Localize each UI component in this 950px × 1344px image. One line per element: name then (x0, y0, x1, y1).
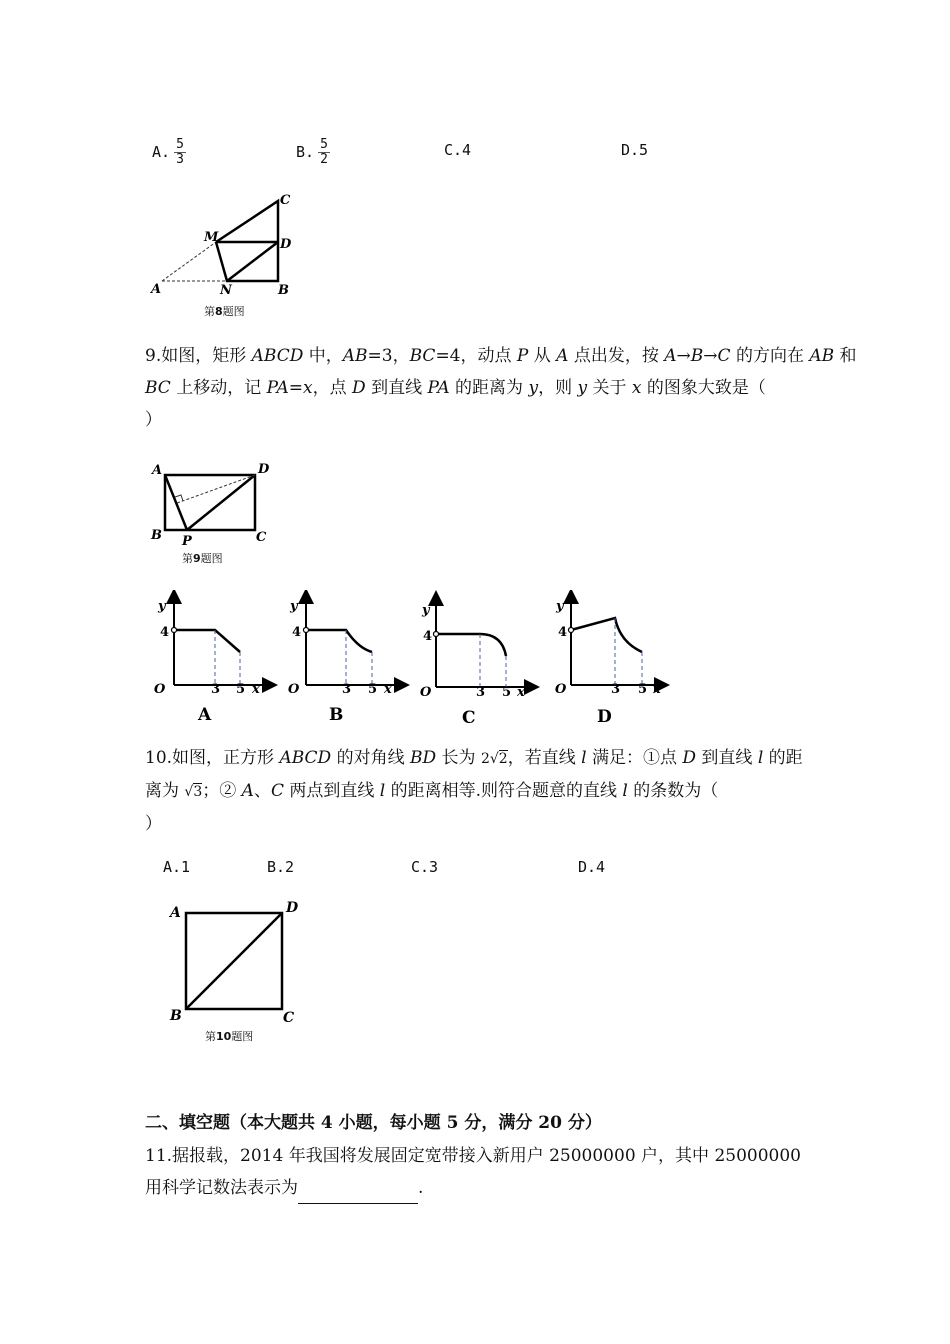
q9-gb-label: B (329, 705, 344, 725)
q9-text (145, 340, 857, 436)
answer-blank[interactable] (298, 1185, 418, 1204)
q10-option-c: C.3 (411, 858, 439, 876)
q10-caption: 第10题图 (205, 1030, 254, 1043)
q9-figure (145, 455, 285, 550)
q10-option-b: B.2 (267, 858, 295, 876)
q10-option-a: A.1 (163, 858, 191, 876)
q9-gd-o: O (555, 682, 567, 697)
q11-line-1: 11.据报载，2014 年我国将发展固定宽带接入新用户 25000000 户，其中 25000000 (145, 1146, 801, 1166)
q8-option-b: B. $\frac{5}{2}$ (296, 137, 328, 167)
q9-label-p: P (182, 534, 192, 549)
q9-gb-x: x (384, 682, 392, 697)
q9-gd-5: 5 (638, 682, 648, 697)
q9-graph-d (555, 596, 662, 727)
q9-gb-4: 4 (292, 625, 302, 640)
q10-label-a: A (170, 905, 181, 921)
q8-option-a: A. $\frac{5}{3}$ (152, 137, 184, 167)
q9-gc-y: y (422, 603, 430, 618)
q9-line-1: 9.如图，矩形 ABCD 中，AB=3，BC=4，动点 P 从 A 点出发，按 A→B→C 的方向在 AB 和 (145, 346, 857, 366)
q9-graph-b (288, 596, 402, 725)
q10-line-2: 离为 √3；② A、C 两点到直线 l 的距离相等.则符合题意的直线 l 的条数为（ (145, 781, 719, 801)
q9-gc-4: 4 (423, 629, 433, 644)
q10-label-b: B (170, 1008, 182, 1024)
q9-gc-x: x (517, 685, 525, 700)
q9-gd-y: y (556, 599, 564, 614)
q10-label-d: D (286, 900, 299, 916)
q9-ga-4: 4 (160, 625, 170, 640)
q9-caption: 第9题图 (182, 552, 223, 565)
q9-gb-y: y (290, 599, 298, 614)
q9-label-c: C (256, 530, 267, 545)
q8-label-b: B (278, 283, 289, 298)
q9-label-d: D (258, 462, 270, 477)
q8-caption: 第8题图 (204, 305, 245, 318)
q10-label-c: C (283, 1010, 295, 1026)
q9-gc-3: 3 (476, 685, 486, 700)
q9-gd-4: 4 (558, 625, 568, 640)
q9-gd-3: 3 (611, 682, 621, 697)
q10-text (145, 742, 815, 840)
q8-label-n: N (220, 283, 232, 298)
q9-gc-o: O (420, 685, 432, 700)
q8-label-m: M (204, 230, 219, 245)
q8-figure (140, 185, 320, 300)
q9-gd-label: D (597, 707, 612, 727)
q8-label-a: A (151, 282, 162, 297)
q9-gc-5: 5 (502, 685, 512, 700)
q10-root-2: 2√2 (480, 751, 508, 767)
q9-ga-x: x (252, 682, 260, 697)
q9-ga-label: A (198, 705, 212, 725)
q11-text (145, 1140, 815, 1204)
q9-graph-c (420, 598, 532, 728)
section-title: 二、填空题（本大题共 4 小题，每小题 5 分，满分 20 分） (145, 1113, 602, 1133)
q8-option-c: C.4 (444, 141, 472, 159)
q9-label-b: B (151, 528, 162, 543)
q10-line-3: ） (145, 814, 162, 834)
q9-gb-o: O (288, 682, 300, 697)
q10-option-d: D.4 (578, 858, 606, 876)
q10-line-1: 10.如图，正方形 ABCD 的对角线 BD 长为 2√2，若直线 l 满足：①点 D 到直线 l 的距 (145, 748, 803, 768)
q8-option-d: D.5 (621, 141, 649, 159)
q9-ga-5: 5 (236, 682, 246, 697)
q9-gd-x: x (653, 682, 661, 697)
q9-line-2: BC 上移动，记 PA=x，点 D 到直线 PA 的距离为 y，则 y 关于 x 的图象大致是（ (145, 378, 766, 398)
q9-ga-o: O (154, 682, 166, 697)
q9-gb-5: 5 (368, 682, 378, 697)
q9-ga-3: 3 (211, 682, 221, 697)
q10-root-3: √3 (184, 784, 203, 800)
q9-graph-a (154, 596, 270, 725)
q9-label-a: A (152, 463, 163, 478)
q10-figure (160, 895, 310, 1030)
q9-line-3: ） (145, 410, 162, 430)
q9-graphs (140, 590, 680, 735)
q9-gb-3: 3 (342, 682, 352, 697)
q11-line-2: 用科学记数法表示为 . (145, 1172, 815, 1204)
q8-label-d: D (280, 237, 292, 252)
q8-label-c: C (280, 193, 291, 208)
q9-gc-label: C (462, 708, 476, 728)
q9-ga-y: y (158, 599, 166, 614)
